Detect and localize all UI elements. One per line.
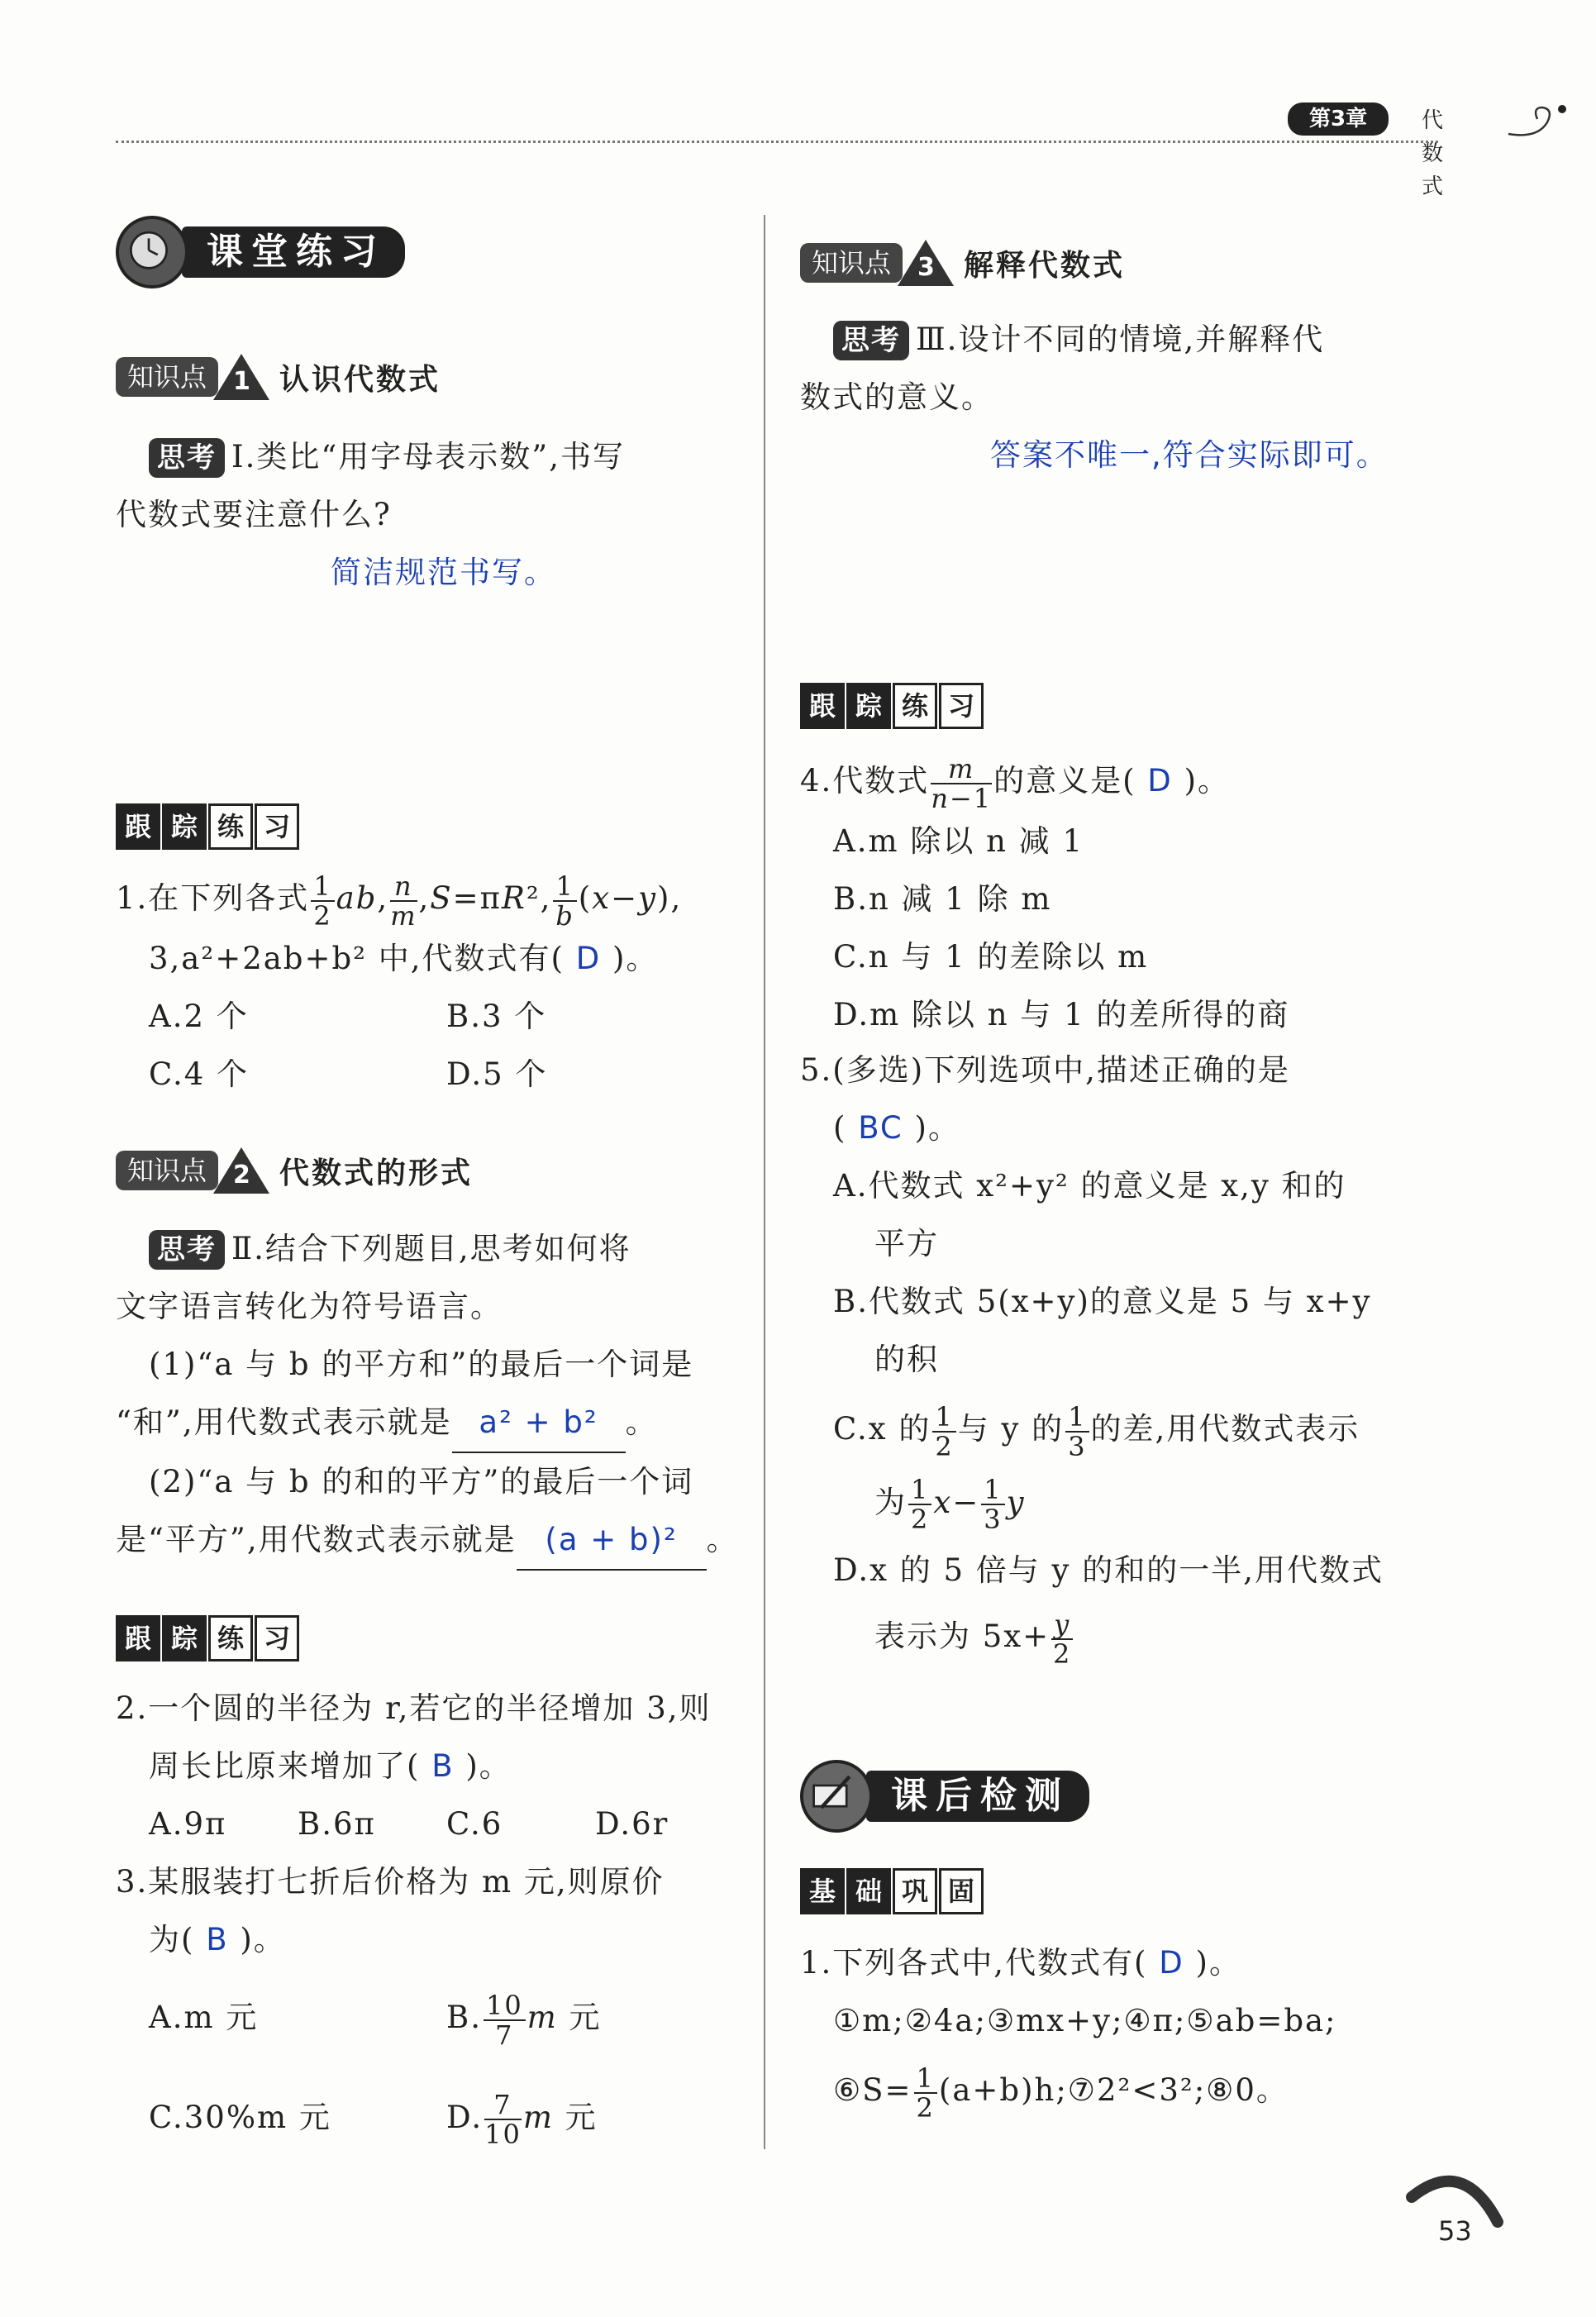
option: A.2 个 [149,998,249,1034]
badge-char: 跟 [116,803,160,850]
kp-number: 3 [917,253,935,282]
option-cont: 的积 [874,1342,939,1377]
running-header [116,98,1444,199]
basic-consolidation-badge [800,1868,1428,1914]
track-practice-badge [116,803,744,850]
q-text: )。 [1184,763,1230,799]
section-title: 课堂练习 [182,226,405,278]
badge-char: 习 [255,1615,299,1661]
badge-char: 习 [939,683,984,729]
badge-char: 巩 [893,1868,937,1914]
q-text: (a+b)h;⑦2²<3²;⑧0。 [938,2072,1289,2108]
question-5: 5.(多选)下列选项中,描述正确的是 ( BC )。 A.代数式 x²+y² 的意义是 x,y 和的 平方 B.代数式 5(x+y)的意义是 5 与 x+y 的积 C.x 的 $\frac{1}{2}$ 与 y 的 $\frac{1}{3}$ 的差,用代数式表示 为 $\frac{1}{2}$ x− $\frac{1}{3}$ y D.x 的 5 倍与 y 的和的一半,用代数式 表示为 5x+ $\frac{y}{2}$ [800,1042,1428,1668]
section-banner-after [800,1759,1428,1833]
q-text: ①m;②4a;③mx+y;④π;⑤ab=ba; [833,2003,1337,2038]
q-text: 3.某服装打七折后价格为 m 元,则原价 [116,1864,665,1900]
q-text: 周长比原来增加了( [149,1748,421,1784]
think-answer: 答案不唯一,符合实际即可。 [990,437,1389,473]
option: C.x 的 [833,1411,931,1447]
option: B. [446,2000,482,2035]
option: D.x 的 5 倍与 y 的和的一半,用代数式 [833,1552,1384,1588]
badge-char: 基 [800,1868,845,1914]
think-question: Ⅲ.设计不同的情境,并解释代 [916,322,1325,357]
option-cont: 为 [874,1484,907,1520]
option: B.6π [298,1806,376,1842]
think-answer: 简洁规范书写。 [331,555,556,590]
answer: D [1147,763,1173,799]
think-question: Ⅰ.类比“用字母表示数”,书写 [231,439,625,474]
option: B.代数式 5(x+y)的意义是 5 与 x+y [833,1284,1372,1319]
q-text: )。 [465,1748,512,1784]
think-question-cont: 代数式要注意什么? [116,497,392,532]
think-label: 思考 [149,1230,225,1270]
question-1: 1.在下列各式 $\frac{1}{2}$ ab, $\frac{n}{m}$ ,S=πR², $\frac{1}{b}$ (x−y), 3,a²+2ab+b² 中,代数式有( D )。 A.2 个 B.3 个 C.4 个 D.5 个 [116,870,744,1104]
knowledge-point-1 [116,350,744,403]
track-practice-badge [800,683,1428,729]
q-text: 3,a²+2ab+b² 中,代数式有( [149,940,565,976]
triangle-icon [213,1147,269,1194]
kp-title: 代数式的形式 [279,1156,474,1190]
q-text: 5.(多选)下列选项中,描述正确的是 [800,1052,1290,1088]
track-practice-badge [116,1615,744,1661]
badge-char: 踪 [162,803,207,850]
option: D.m 除以 n 与 1 的差所得的商 [833,996,1290,1032]
option: 的差,用代数式表示 [1090,1411,1360,1447]
q-text: ⑥S= [833,2072,912,2108]
option: A.代数式 x²+y² 的意义是 x,y 和的 [833,1168,1346,1204]
badge-char: 练 [893,683,937,729]
option-cont: 平方 [874,1226,939,1261]
section-title: 课后检测 [866,1771,1089,1822]
q-text: 4.代数式 [800,763,930,799]
option: D.5 个 [446,1056,548,1092]
option: C.6 [446,1806,503,1842]
option: C.4 个 [149,1056,250,1092]
chapter-badge: 第3章 [1288,103,1389,136]
kp-number: 2 [233,1161,250,1189]
q-text: 1.在下列各式 [116,880,310,916]
think-question-cont: 数式的意义。 [800,379,993,415]
column-divider [764,215,765,2149]
badge-char: 练 [208,803,253,850]
kp-tag: 知识点 [800,243,903,283]
badge-char: 练 [208,1615,253,1661]
badge-char: 固 [939,1868,984,1914]
badge-char: 踪 [846,683,891,729]
option: D. [446,2099,484,2135]
kp-title: 认识代数式 [279,362,441,397]
sub-question: “和”,用代数式表示就是 [116,1404,452,1440]
think-label: 思考 [149,438,225,478]
answer: B [206,1922,229,1957]
option: 与 y 的 [957,1411,1065,1447]
think-label: 思考 [833,321,909,360]
answer-blank: (a + b)² [517,1511,707,1571]
answer: B [431,1748,455,1784]
option: D.6r [595,1806,669,1842]
badge-char: 踪 [162,1615,207,1661]
question-4: 4.代数式 $\frac{m}{n-1}$ 的意义是( D )。 A.m 除以 n 减 1 B.n 减 1 除 m C.n 与 1 的差除以 m D.m 除以 n 与 1 的差所得的商 [800,752,1428,1044]
practice-1: 1.下列各式中,代数式有( D )。 ①m;②4a;③mx+y;④π;⑤ab=ba; ⑥S= $\frac{1}{2}$ (a+b)h;⑦2²<3²;⑧0。 [800,1934,1428,2122]
page-number: 53 [1438,2215,1472,2247]
kp-number: 1 [233,367,250,396]
badge-char: 习 [255,803,299,850]
knowledge-point-3 [800,236,1428,289]
q-text: )。 [612,940,659,976]
badge-char: 跟 [116,1615,160,1661]
triangle-icon [898,240,954,286]
think-3 [800,311,1428,484]
option: C.n 与 1 的差除以 m [833,938,1149,975]
option: A.9π [149,1806,227,1842]
think-1 [116,428,744,602]
swirl-ornament-icon [1504,98,1570,144]
q-text: 1.下列各式中,代数式有( [800,1945,1148,1981]
q-text: )。 [1195,1945,1241,1981]
think-2: 思考 Ⅱ.结合下列题目,思考如何将 文字语言转化为符号语言。 (1)“a 与 b 的平方和”的最后一个词是 “和”,用代数式表示就是 a² + b² 。 (2)“a 与 b 的和的平方”的最后一个词 是“平方”,用代数式表示就是 (a + b)² 。 [116,1220,744,1571]
think-question-cont: 文字语言转化为符号语言。 [116,1289,503,1324]
option: A.m 元 [149,2000,259,2035]
question-3: 3.某服装打七折后价格为 m 元,则原价 为( B )。 A.m 元 B. $\frac{10}{7}$ m 元 C.30%m 元 D. $\frac{7}{10}$ m 元 [116,1853,744,2148]
q-text: 的意义是( [993,763,1136,799]
option: A.m 除以 n 减 1 [833,822,1084,859]
kp-title: 解释代数式 [964,248,1126,283]
chapter-title: 代数式 [1422,108,1444,199]
sub-question: (2)“a 与 b 的和的平方”的最后一个词 [149,1464,694,1499]
q-text: 为( [149,1922,195,1957]
answer: BC [858,1110,903,1146]
option: B.n 减 1 除 m [833,880,1052,917]
triangle-icon [213,354,269,400]
think-question: Ⅱ.结合下列题目,思考如何将 [231,1231,631,1266]
q-text: )。 [240,1922,286,1957]
answer: D [575,940,602,976]
kp-tag: 知识点 [116,1151,218,1190]
section-banner-class [116,215,744,289]
stopwatch-icon [116,216,188,288]
question-2 [116,1680,744,1853]
badge-char: 础 [846,1868,891,1914]
option: B.3 个 [446,998,547,1034]
answer: D [1159,1945,1184,1981]
header-rule [116,141,1438,143]
option: C.30%m 元 [149,2099,331,2135]
sub-question: 是“平方”,用代数式表示就是 [116,1522,517,1557]
answer-blank: a² + b² [452,1394,626,1453]
pencil-book-icon [800,1760,873,1833]
q-text: 2.一个圆的半径为 r,若它的半径增加 3,则 [116,1690,712,1726]
kp-tag: 知识点 [116,357,218,397]
sub-question: (1)“a 与 b 的平方和”的最后一个词是 [149,1347,694,1382]
knowledge-point-2 [116,1144,744,1197]
option-cont: 表示为 5x+ [874,1619,1051,1654]
badge-char: 跟 [800,683,845,729]
